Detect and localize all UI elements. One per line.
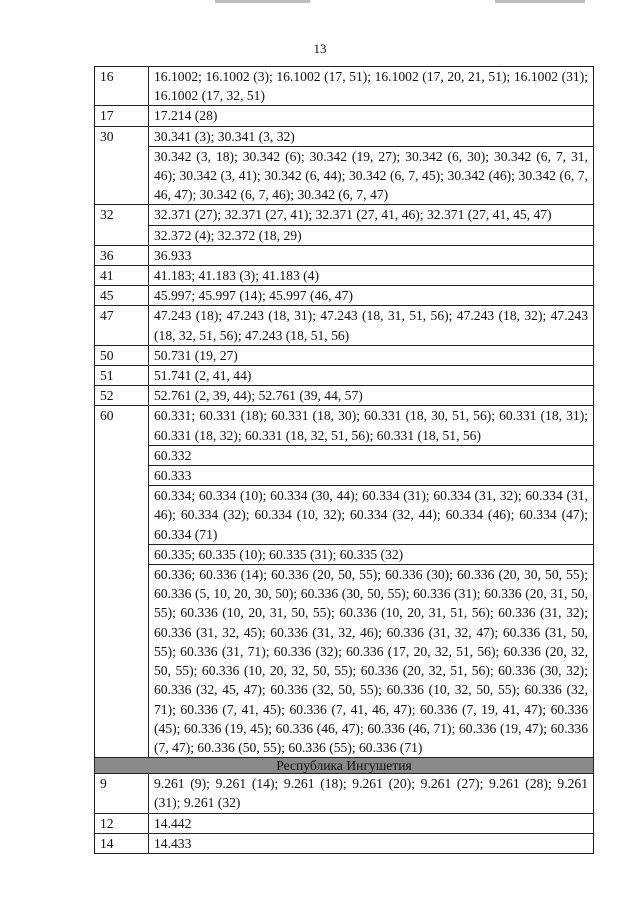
table-row — [95, 245, 594, 265]
table-row — [95, 266, 594, 286]
row-number: 45 — [95, 286, 149, 306]
row-values: 9.261 (9); 9.261 (14); 9.261 (18); 9.261 (20); 9.261 (27); 9.261 (28); 9.261 (31); 9.261 (32) — [149, 774, 594, 813]
row-number: 12 — [95, 813, 149, 833]
row-number: 47 — [95, 306, 149, 345]
table-row — [95, 774, 594, 813]
row-number: 52 — [95, 386, 149, 406]
row-values: 51.741 (2, 41, 44) — [149, 366, 594, 386]
row-number: 36 — [95, 245, 149, 265]
row-values: 52.761 (2, 39, 44); 52.761 (39, 44, 57) — [149, 386, 594, 406]
row-values: 30.341 (3); 30.341 (3, 32) — [149, 126, 594, 146]
row-values: 45.997; 45.997 (14); 45.997 (46, 47) — [149, 286, 594, 306]
row-number: 17 — [95, 106, 149, 126]
row-values: 47.243 (18); 47.243 (18, 31); 47.243 (18, 31, 51, 56); 47.243 (18, 32); 47.243 (18, 32, 51, 56); 47.243 (18, 51, 56) — [149, 306, 594, 345]
table-row — [95, 366, 594, 386]
row-values: 60.333 — [149, 466, 594, 486]
page-number: 13 — [313, 41, 327, 56]
row-values: 60.334; 60.334 (10); 60.334 (30, 44); 60.334 (31); 60.334 (31, 32); 60.334 (31, 46); 60.334 (32); 60.334 (10, 32); 60.334 (32, 44); 60.334 (46); 60.334 (47); 60.334 (71) — [149, 486, 594, 545]
row-values: 14.442 — [149, 813, 594, 833]
row-values: 32.372 (4); 32.372 (18, 29) — [149, 225, 594, 245]
table-row — [95, 406, 594, 445]
table-row — [95, 386, 594, 406]
row-number: 9 — [95, 774, 149, 813]
row-values: 32.371 (27); 32.371 (27, 41); 32.371 (27, 41, 46); 32.371 (27, 41, 45, 47) — [149, 205, 594, 225]
row-values: 60.336; 60.336 (14); 60.336 (20, 50, 55); 60.336 (30); 60.336 (20, 30, 50, 55); 60.336 (5, 10, 20, 30, 50); 60.336 (30, 50, 55); 60.336 (31); 60.336 (20, 31, 50, 55); 60.336 (10, 20, 31, 50, 55); 60.336 (10, 20, 31, 51, 56); 60.336 (31, 32); 60.336 (31, 32, 45); 60.336 (31, 32, 46); 60.336 (31, 32, 47); 60.336 (31, 50, 55); 60.336 (31, 71); 60.336 (32); 60.336 (17, 20, 32, 51, 56); 60.336 (20, 32, 50, 55); 60.336 (10, 20, 32, 50, 55); 60.336 (20, 32, 51, 56); 60.336 (30, 32); 60.336 (32, 45, 47); 60.336 (32, 50, 55); 60.336 (10, 32, 50, 55); 60.336 (32, 71); 60.336 (7, 41, 45); 60.336 (7, 41, 46, 47); 60.336 (7, 19, 41, 47); 60.336 (45); 60.336 (19, 45); 60.336 (46, 47); 60.336 (46, 71); 60.336 (19, 47); 60.336 (7, 47); 60.336 (50, 55); 60.336 (55); 60.336 (71) — [149, 565, 594, 758]
row-values: 60.335; 60.335 (10); 60.335 (31); 60.335 (32) — [149, 544, 594, 564]
table-row — [95, 106, 594, 126]
row-number: 51 — [95, 366, 149, 386]
row-number: 60 — [95, 406, 149, 758]
scan-mark-left — [215, 0, 310, 3]
row-values: 60.331; 60.331 (18); 60.331 (18, 30); 60.331 (18, 30, 51, 56); 60.331 (18, 31); 60.331 (18, 32); 60.331 (18, 32, 51, 56); 60.331 (18, 51, 56) — [149, 406, 594, 445]
table-row — [95, 445, 594, 465]
row-number: 41 — [95, 266, 149, 286]
table-row — [95, 833, 594, 853]
section-title: Республика Ингушетия — [95, 758, 594, 774]
scan-mark-right — [495, 0, 585, 3]
table-row — [95, 486, 594, 545]
table-row — [95, 306, 594, 345]
row-number: 30 — [95, 126, 149, 205]
table-row — [95, 225, 594, 245]
codes-table — [94, 66, 594, 854]
row-number: 32 — [95, 205, 149, 245]
row-number: 50 — [95, 345, 149, 365]
codes-table-body — [95, 67, 594, 854]
table-row — [95, 544, 594, 564]
table-row — [95, 565, 594, 758]
row-values: 14.433 — [149, 833, 594, 853]
row-values: 50.731 (19, 27) — [149, 345, 594, 365]
table-row — [95, 813, 594, 833]
row-values: 30.342 (3, 18); 30.342 (6); 30.342 (19, 27); 30.342 (6, 30); 30.342 (6, 7, 31, 46); 30.342 (3, 41); 30.342 (6, 44); 30.342 (6, 7, 45); 30.342 (46); 30.342 (6, 7, 46, 47); 30.342 (6, 7, 46); 30.342 (6, 7, 47) — [149, 146, 594, 205]
row-number: 16 — [95, 67, 149, 106]
section-header-row — [95, 758, 594, 774]
table-row — [95, 466, 594, 486]
table-row — [95, 345, 594, 365]
row-number: 14 — [95, 833, 149, 853]
table-row — [95, 67, 594, 106]
table-row — [95, 205, 594, 225]
table-row — [95, 286, 594, 306]
row-values: 41.183; 41.183 (3); 41.183 (4) — [149, 266, 594, 286]
row-values: 16.1002; 16.1002 (3); 16.1002 (17, 51); 16.1002 (17, 20, 21, 51); 16.1002 (31); 16.1002 (17, 32, 51) — [149, 67, 594, 106]
row-values: 60.332 — [149, 445, 594, 465]
table-row — [95, 126, 594, 146]
row-values: 17.214 (28) — [149, 106, 594, 126]
table-row — [95, 146, 594, 205]
row-values: 36.933 — [149, 245, 594, 265]
